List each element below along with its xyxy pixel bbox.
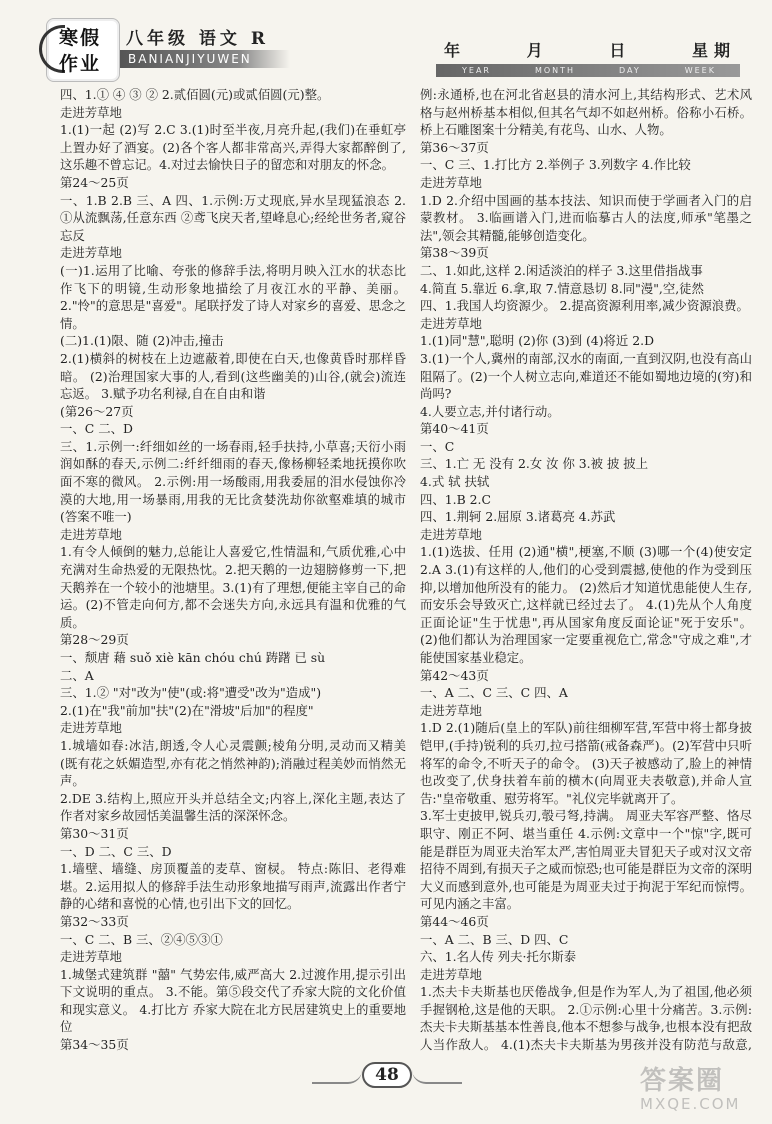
answer-line: 4.式 轼 扶轼 — [420, 474, 490, 490]
section-heading: 走进芳草地 — [60, 526, 122, 542]
answer-line: (二)1.(1)限、随 (2)冲击,撞击 — [60, 333, 224, 349]
date-day-label: 日 — [609, 41, 632, 60]
section-heading: 走进芳草地 — [420, 315, 482, 331]
date-month-label: 月 — [526, 41, 549, 60]
answer-line: 四、1.荆轲 2.屈原 3.诸葛亮 4.苏武 — [420, 509, 616, 525]
answer-line: 二、1.如此,这样 2.闲适淡泊的样子 3.这里借指战事 — [420, 262, 703, 278]
answer-line: 1.有令人倾倒的魅力,总能让人喜爱它,性情温和,气质优雅,心中充满对生命热爱的无限热忱。2.把天鹅的一边翅膀修剪一下,把天鹅养在一个较小的池塘里。3.(1)有了理想,便能主宰自己的命运。(2)不管走向何方,都不会迷失方向,永远具有温和优雅的气质。 — [60, 544, 406, 630]
answer-line: 一、C 二、B 三、②④⑤③① — [60, 931, 223, 947]
winter-homework-logo — [46, 18, 120, 82]
page-range-heading: 第42～43页 — [420, 667, 489, 683]
answer-line: (一)1.运用了比喻、夸张的修辞手法,将明月映入江水的状态比作飞下的明镜,生动形象地描绘了月夜江水的平静、美丽。 2."怜"的意思是"喜爱"。尾联抒发了诗人对家乡的喜爱、思念之情。 — [60, 262, 406, 331]
answer-line: 2.(1)横斜的树枝在上边遮蔽着,即使在白天,也像黄昏时那样昏暗。 (2)治理国家大事的人,看到(这些幽美的)山谷,(就会)流连忘返。 3.赋予功名利禄,自在自由和谐 — [60, 350, 406, 402]
section-heading: 走进芳草地 — [60, 949, 122, 965]
footer-ornament-right — [412, 1070, 462, 1084]
date-day-en: DAY — [618, 66, 641, 75]
answer-line: 六、1.名人传 列夫·托尔斯泰 — [420, 949, 576, 965]
answer-line: 1.(1)同"慧",聪明 (2)你 (3)到 (4)将近 2.D — [420, 333, 655, 349]
page-range-heading: 第36～37页 — [420, 139, 489, 155]
answer-line: 1.D 2.介绍中国画的基本技法、知识而使于学画者入门的启蒙教材。 3.临画谱入门,进而临摹古人的法度,师承"笔墨之法",领会其精髓,能够创造变化。 — [420, 192, 752, 243]
section-heading: 走进芳草地 — [420, 174, 482, 190]
date-year-label: 年 — [444, 41, 467, 60]
answer-line: 1.墙壁、墙缝、房顶覆盖的麦草、窗棂。 特点:陈旧、老得难堪。2.运用拟人的修辞手法生动形象地描写雨声,流露出作者宁静的心绪和喜悦的心情,也引出下文的回忆。 — [60, 861, 406, 912]
answer-line: 3.军士吏披甲,锐兵刃,彀弓弩,持满。 周亚夫军容严整、恪尽职守、刚正不阿、堪当重任 4.示例:文章中一个"惊"字,既可能是群臣为周亚夫治军太严,害怕周亚夫冒犯天子或对汉文帝招待不周到,有损天子之威而惊恐;也可能是群臣为文帝的深明大义而感到意外,也可能是为周亚夫过于拘泥于军纪而惊愕。可见内涵之丰富。 — [420, 808, 752, 912]
answer-line: 1.城墙如春:冰洁,朗透,令人心灵震颤;棱角分明,灵动而又精美(既有花之妖媚造型,亦有花之悄然神韵);消融过程美妙而悄然无声。 — [60, 737, 406, 789]
answer-line: 1.杰夫卡夫斯基也厌倦战争,但是作为军人,为了祖国,他必须手握钢枪,这是他的天职。 2.①示例:心里十分痛苦。3.示例:杰夫卡夫斯基基本性善良,他本不想参与战争,也根本没有把敌人当作敌人。 4.(1)杰夫卡夫斯基为男孩并没有防范与敌意, — [420, 984, 752, 1053]
section-heading: 走进芳草地 — [420, 526, 482, 542]
date-band — [436, 64, 740, 77]
answer-line: 4.人要立志,并付诸行动。 — [420, 403, 560, 419]
answer-line: 一、C 二、D — [60, 421, 133, 437]
page-range-heading: 第34～35页 — [60, 1037, 129, 1053]
date-fields — [440, 38, 740, 60]
page-range-heading: 第30～31页 — [60, 825, 129, 841]
answer-line: 一、颓唐 藉 suǒ xiè kān chóu chú 踌躇 已 sù — [60, 650, 326, 665]
answer-line: 三、1.示例一:纤细如丝的一场春雨,轻手扶持,小草喜;天衍小雨润如酥的春天,示例二:纤纤细雨的春天,像杨柳轻柔地抚摸你吹面不寒的微风。 2.示例:用一场酸雨,用我委屈的泪水侵蚀你冷漠的大地,用一场暴雨,用我的无比贪婪洗劫你欲壑难填的城市(答案不唯一) — [60, 438, 406, 525]
page-number: 48 — [362, 1062, 412, 1088]
pinyin-band: BANIANJIYUWEN — [120, 50, 290, 68]
answer-line: 1.(1)选拔、任用 (2)通"横",梗塞,不顺 (3)哪一个(4)使安定 2.A 3.(1)有这样的人,他们的心受到震撼,使他的作为受到压抑,以增加他所没有的能力。 (2)然后才知道忧患能使人生存,而安乐会导致灭亡,这样就已经过去了。 4.(1)先从个人角度正面论证"生于忧患",再从国家角度反面论证"死于安乐"。 (2)他们都认为治理国家一定要重视危亡,常念"守成之难",才能使国家基业稳定。 — [420, 544, 752, 665]
date-week-label: 星期 — [691, 41, 736, 60]
date-month-en: MONTH — [534, 66, 576, 75]
answer-line: 四、1.我国人均资源少。 2.提高资源利用率,减少资源浪费。 — [420, 298, 749, 314]
date-year-en: YEAR — [462, 66, 491, 75]
logo-line1: 寒假 — [59, 27, 102, 49]
answer-line: 1.(1)一起 (2)写 2.C 3.(1)时至半夜,月亮升起,(我们)在垂虹亭上置办好了酒宴。(2)各个客人都非常高兴,弄得大家都醉倒了,这乐趣不曾忘记。4.对过去愉快日子的留恋和对朋友的怀念。 — [60, 122, 406, 173]
watermark-logo — [640, 1060, 760, 1120]
page-range-heading: 第44～46页 — [420, 913, 489, 929]
section-heading: 走进芳草地 — [60, 245, 122, 261]
answer-line: 一、D 二、C 三、D — [60, 843, 172, 859]
answer-line: 三、1.亡 无 没有 2.女 汝 你 3.被 披 披上 — [420, 456, 649, 472]
section-heading: 走进芳草地 — [60, 104, 122, 120]
page-header — [0, 0, 772, 86]
answer-line: 三、1.② "对"改为"使"(或:将"遭受"改为"造成") — [60, 685, 322, 701]
answer-line: 一、C 三、1.打比方 2.举例子 3.列数字 4.作比较 — [420, 157, 691, 173]
footer-ornament-left — [312, 1070, 362, 1084]
logo-line2: 作业 — [59, 53, 102, 75]
watermark-line2: MXQE.COM — [640, 1095, 741, 1113]
answer-line: 4.简直 5.靠近 6.拿,取 7.情意恳切 8.同"漫",空,徒然 — [420, 280, 704, 296]
watermark-line1: 答案圈 — [640, 1066, 725, 1096]
right-answer-column — [420, 86, 752, 1054]
answer-line: 3.(1)一个人,冀州的南部,汉水的南面,一直到汉阴,也没有高山阻隔了。(2)一个人树立志向,难道还不能如蜀地边境的(穷)和尚吗? — [420, 350, 752, 402]
answer-line: 1.城堡式建筑群 "囍" 气势宏伟,威严高大 2.过渡作用,提示引出下文说明的重点。 3.不能。第⑤段交代了乔家大院的文化价值和现实意义。 4.打比方 乔家大院在北方民居建筑史上的重要地位 — [60, 966, 406, 1035]
answer-line: 1.D 2.(1)随后(皇上的军队)前往细柳军营,军营中将士都身披铠甲,(手持)锐利的兵刃,拉弓搭箭(戒备森严)。(2)军营中只听将军的命令,不听天子的命令。 (3)天子被感动了,脸上的神情也改变了,伏身扶着车前的横木(向周亚夫表敬意),并命人宣告:"皇帝敬重、慰劳将军。"礼仪完毕就离开了。 — [420, 720, 752, 806]
answer-line: 四、1.① ④ ③ ② 2.贰佰圆(元)或贰佰圆(元)整。 — [60, 87, 330, 102]
page-range-heading: 第28～29页 — [60, 632, 129, 648]
book-title: 八年级 语文 R — [126, 29, 269, 49]
answer-line: 一、1.B 2.B 三、A 四、1.示例:万丈现底,异水呈现猛浪态 2.①从流飘荡,任意东西 ②鸢飞戾天者,望峰息心;经纶世务者,窥谷忘反 — [60, 192, 406, 243]
answer-line: 一、A 二、B 三、D 四、C — [420, 931, 569, 947]
page-range-heading: 第24～25页 — [60, 174, 129, 190]
answer-line: 一、A 二、C 三、C 四、A — [420, 685, 568, 701]
section-heading: 走进芳草地 — [420, 702, 482, 718]
page-range-heading: 第40～41页 — [420, 421, 489, 437]
section-heading: 走进芳草地 — [60, 720, 122, 736]
page-range-heading: (第26～27页 — [60, 403, 134, 419]
answer-line: 四、1.B 2.C — [420, 491, 491, 507]
page-range-heading: 第32～33页 — [60, 913, 129, 929]
answer-line: 例:永通桥,也在河北省赵县的清水河上,其结构形式、艺术风格与赵州桥基本相似,但其名气却不如赵州桥。俗称小石桥。桥上石雕图案十分精美,有花鸟、山水、人物。 — [420, 87, 752, 138]
answer-line: 2.DE 3.结构上,照应开头并总结全文;内容上,深化主题,表达了作者对家乡故园恬美温馨生活的深深怀念。 — [60, 790, 406, 824]
section-heading: 走进芳草地 — [420, 966, 482, 982]
date-week-en: WEEK — [684, 66, 716, 75]
left-answer-column — [60, 86, 406, 1054]
answer-line: 二、A — [60, 667, 94, 683]
page-range-heading: 第38～39页 — [420, 245, 489, 261]
answer-line: 2.(1)在"我"前加"扶"(2)在"滑坡"后加"的程度" — [60, 702, 314, 718]
answer-line: 一、C — [420, 438, 455, 454]
